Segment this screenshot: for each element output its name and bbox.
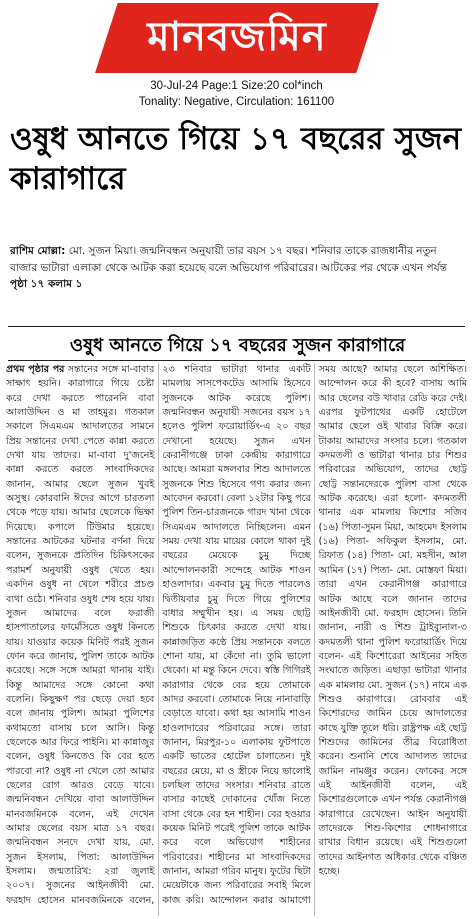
inner-page-headline: ওষুধ আনতে গিয়ে ১৭ বছরের সুজন কারাগারে — [69, 335, 406, 356]
divider-rule — [8, 360, 465, 361]
clip-meta-date-size: 30-Jul-24 Page:1 Size:20 col*inch — [150, 80, 323, 92]
front-page-intro — [10, 243, 465, 293]
continued-on-note: পৃষ্ঠা ১৭ কলাম ১ — [10, 278, 83, 290]
divider-rule — [8, 326, 465, 327]
reporter-byline: রাশিম মোল্লা: — [10, 245, 66, 257]
article-body — [6, 363, 467, 916]
intro-text: মো. সুজন মিয়া। জন্মনিবন্ধন অনুযায়ী তার বয়স ১৭ বছর। শনিবার তাকে রাজধানীর নতুন বাজার ভাটারা এলাকা থেকে আটক করা হয়েছে বলে অভিযোগ পরিবারের। আটকের পর থেকে এখন পর্যন্ত — [10, 245, 447, 274]
continued-from-label: প্রথম পৃষ্ঠার পর — [6, 364, 65, 375]
front-page-headline: ওষুধ আনতে গিয়ে ১৭ বছরের সুজন কারাগারে — [10, 121, 462, 197]
clip-meta-tonality: Tonality: Negative, Circulation: 161100 — [138, 96, 335, 108]
article-body-paragraph — [6, 363, 467, 908]
article-body-text: সন্তানের সঙ্গে মা-বাবার সাক্ষাৎ হয়নি। কারাগারে গিয়ে চেষ্টা করে দেখা করতে পারেননি বাবা আলাউদ্দিন ও মা তাহমুর। গতকাল সকালে সিএমএম আদালতের সামনে প্রিয় সন্তানের দেখা পেতে কান্না করতে দেখা যায় তাদের। মা-বাবা দু'জনেই কান্না করতে করতে সাংবাদিকদের জানান, আমার ছেলে সুজন খুবই অসুস্থ। কোরবানি ঈদের আগে চারতলা থেকে পড়ে যায়। আমার ছেলেকে ভিক্ষা দিয়েছে। কপালে টিউমার হয়েছে। সন্তানের আটকের ঘটনার বর্ণনা দিয়ে বলেন, সুজনকে প্রতিদিন চিকিৎসকের পরামর্শ অনুযায়ী ওষুধ খেতে হয়। একদিন ওষুধ না খেলে শরীরে প্রচণ্ড ব্যথা ওঠে। শনিবার ওষুধ শেষ হয়ে যায়। সুজন আমাদের বলে ফরাজী হাসপাতালের ফার্মেসিতে ওষুধ কিনতে যায়। যাওয়ার কয়েক মিনিট পরই সুজন ফোন করে জানায়, পুলিশ তাকে আটক করেছে। সঙ্গে সঙ্গে আমরা থানায় যাই। কিন্তু আমাদের সঙ্গে কোনো কথা বলেনি। কিছুক্ষণ পর ছেড়ে দেয়া হবে বলে জানায় পুলিশ। আমরা পুলিশের কথামতো বাসায় চলে আসি। কিন্তু ছেলেকে আর ফিরে পাইনি। মা কান্নাজুর বলেন, ওষুধ কিনতেও কি বের হতে পারবো না? ওষুধ না খেলে তো আমার ছেলের রোগ আরও বেড়ে যাবে। জন্মনিবন্ধন দেখিয়ে বাবা আলাউদ্দিন মানবজমিনকে বলেন, এই দেখেন আমার ছেলের বয়স মাত্র ১৭ বছর। জন্মনিবন্ধন সনদে দেখা যায়, মো. সুজন ইসলাম, পিতা: আলাউদ্দিন ইসলাম। জন্মতারিখ: ২রা জুলাই ২০০৭। সুজনের আইনজীবী মো. ফরহাদ হোসেন মানবজমিনকে বলেন, ২৩ শনিবার ভাটারা থানার একটি মামলায় সাসপেকটেড আসামি হিসেবে সুজনকে আটক করেছে পুলিশ। জন্মনিবন্ধন অনুযায়ী সজনের বয়স ১৭ হলেও পুলিশ ফরোয়ার্ডিং-এ ২০ বছর দেখানো হয়েছে। সুজন এখন কেরানীগঞ্জে ঢাকা কেন্দ্রীয় কারাগারে আছে। আমরা মঙ্গলবার শিশু আদালতে সুজনকে শিশু হিসেবে গণ্য করার জন্য আবেদন করবো। বেলা ১২টার কিছু পরে পুলিশ তিন-চারজনকে গারদ খানা থেকে সিএমএম আদালতে নিচ্ছিলেন। এমন সময় দেখা যায় মায়ের কোলে থাকা দুই বছরের মেয়েকে চুমু দিচ্ছে আন্দোলনকারী সন্দেহে আটক শাওন হাওলাদার। একবার চুমু দিতে পারলেও দ্বিতীয়বার চুমু দিতে গিয়ে পুলিশের বাধার সম্মুখীন হয়। এ সময় ছোট্ট শিশুকে চিৎকার করতে দেখা যায়। কান্নাজড়িত কণ্ঠে প্রিয় সন্তানকে বলতে শোনা যায়, মা কেঁদো না। তুমি ভালো থেকো। মা মন্তু কিনে দেবে। স্বস্তি গিগিরই কারাগার থেকে বের হয়ে তোমাকে আদর করবো। তোমাকে নিয়ে নানাবাড়ি বেড়াতে যাবো। কথা হয় আসামি শাওন হাওলাদারের পরিবারের সঙ্গে। তারা জানান, মিরপুর-১০ এলাকায় ফুটপাতে একটি ভাতের হোটেল চালাতেন। দুই বছরের মেয়ে, মা ও স্ত্রীকে নিয়ে ভালোই চলছিল তাদের সংসার। শনিবার রাতে বাসার কাছেই দোকানের খোঁজ নিতে বাসা থেকে বের হন শাহীন। বের হওয়ার কয়েক মিনিট পরেই পুলিশ তাকে আটক করে বলে অভিযোগ শাহীনের পরিবারের। শাহীনের মা সাংবাদিকদের জানান, আমরা গরিব মানুষ। ফুটের ছিটা মেয়েটাকে জন্য পরিবারের সবাই মিলে কাজ করি। আন্দোলন করার আমাগো সময় আছে? আমার ছেলে অশিক্ষিত। আন্দোলন করে কী হবে? বাসায় আমি আর ছেলের বউ খাবার রেডি করে দেই। এরপর ফুটপাথের একটি হোটেলে আমার ছেলে ওই খাবার বিক্রি করে। টাকায় আমাদের সংসার চলে। গতকাল কদমতলী ও ভাটারা থানার চার শিশুর পরিবারের অভিযোগ, তাদের ছোট্ট ছোট্ট সন্তানদেরকে পুলিশ বাসা থেকে আটক করেছে। এরা হলো- কদমতলী থানার এক মামলায় কিশোর সজিব (১৬) পিতা-সুমন মিয়া, আহমেদ ইসলাম (১৬) পিতা- সফিকুল ইসলাম, মো. রিফাত (১৪) পিতা- মো. মহসীন, আল আমিন (১৭) পিতা- মো. মোস্তফা মিয়া। তারা এখন কেরানীগঞ্জ কারাগারে আটক আছে বলে জানান তাদের আইনজীবী মো. ফরহাদ হোসেন। তিনি জানান, নারী ও শিশু ট্রাইব্যুনাল-৩ কদমতলী থানা পুলিশ ফরোয়ার্ডিং দিয়ে বলেন- এই কিশোরেরা আইনের সহিত সংঘাতে জড়িত। এছাড়া ভাটারা থানার এক মামলায় মো. সুজন (১৭) নামে এক শিশুও কারাগারে। রোববার এই কিশোরদের জামিন চেয়ে আদালতের কাছে যুক্তি তুলে ধরি। রাষ্ট্রপক্ষ এই ছোট্ট শিশুদের জামিনের তীব্র বিরোধিতা করেন। শুনানি শেষে আদালত তাদের জামিন নামঞ্জুর করেন। ফোকের সঙ্গে এই আইনজীবী বলেন, এই কিশোরগুলোকে এখন পর্যন্ত কেরানীগঞ্জ কারাগারে রেখেছেন। আইন অনুযায়ী তাদেরকে শিশু-কিশোর শোধনাগারে রাখার বিধান রয়েছে। এই শিশুগুলো তাদের আইনগত অধিকার থেকে বঞ্চিত হচ্ছে। — [6, 364, 467, 906]
masthead-title: মানবজমিন — [147, 13, 327, 60]
